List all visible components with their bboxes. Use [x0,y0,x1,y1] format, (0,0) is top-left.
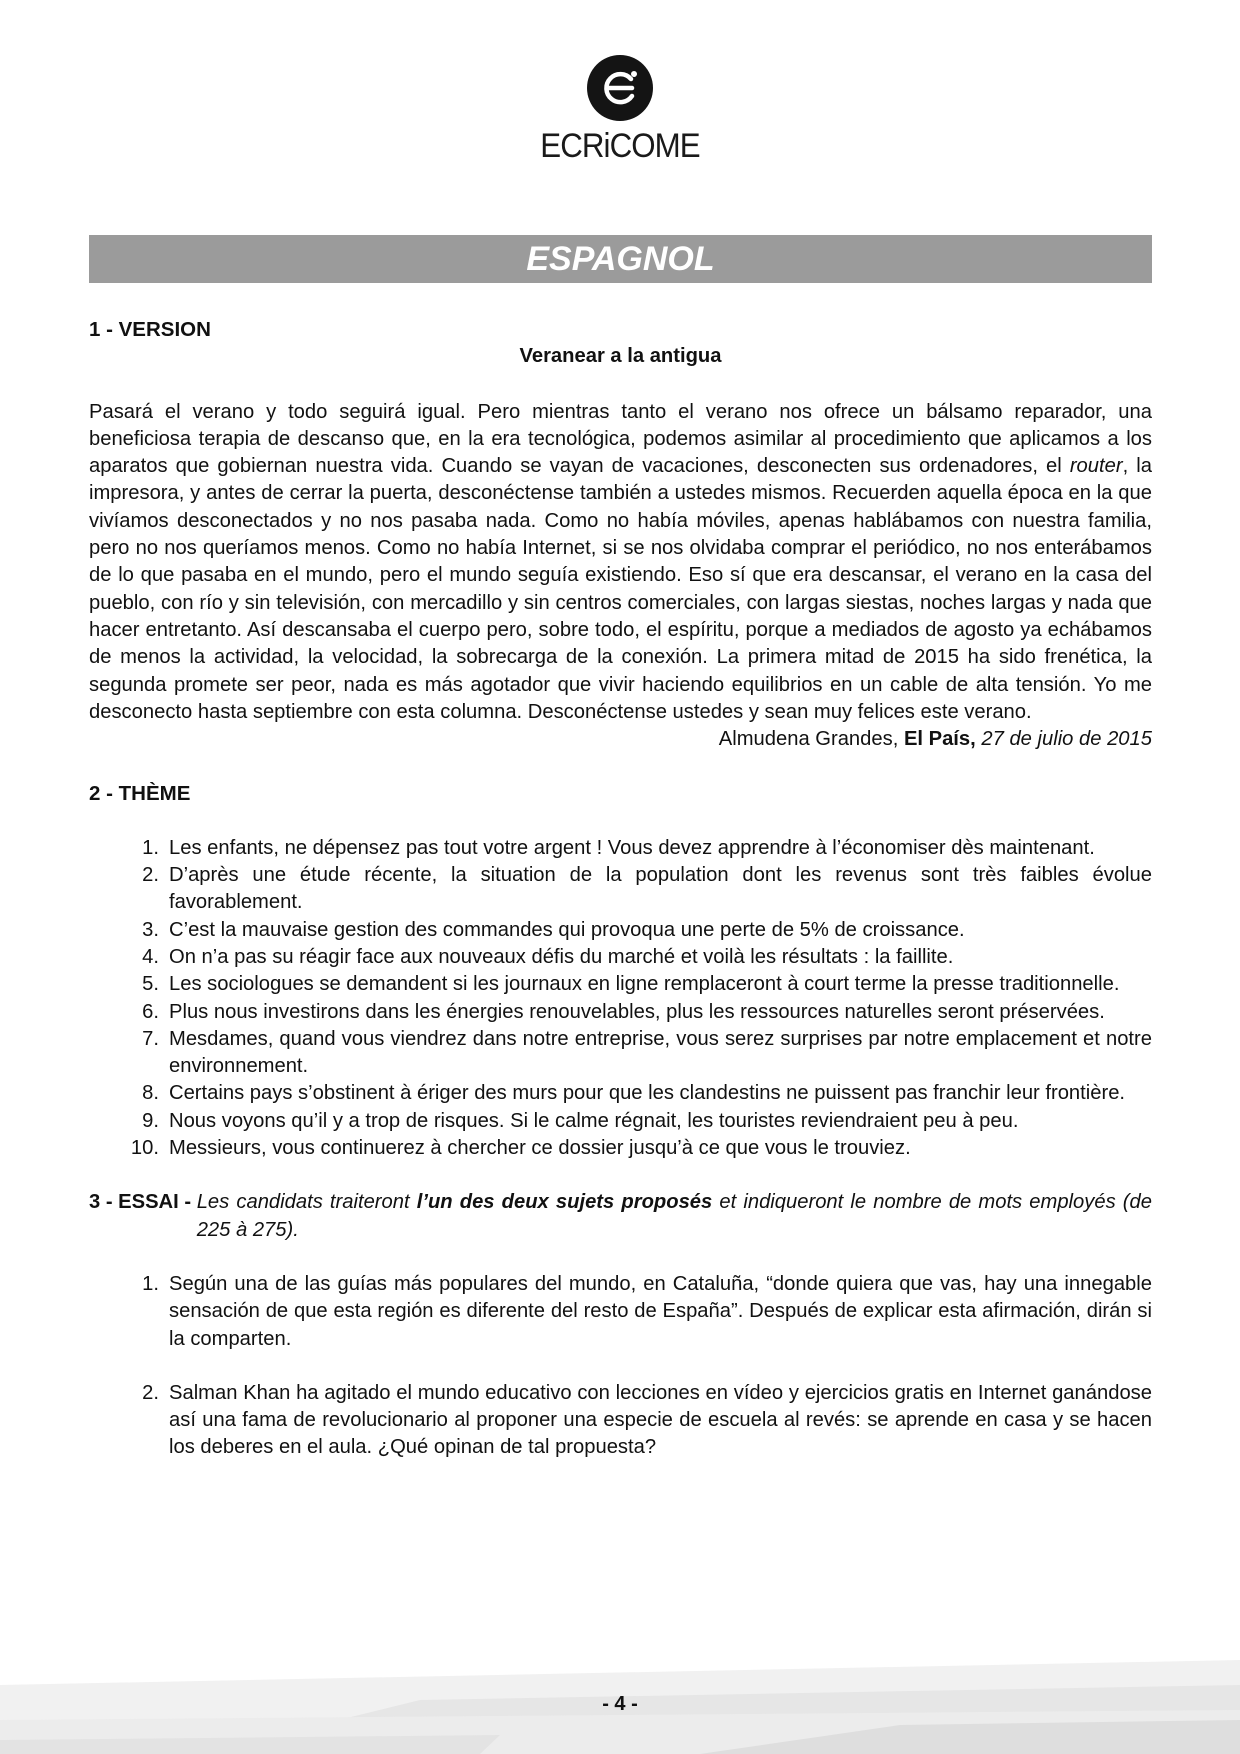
page-number: - 4 - [602,1693,638,1715]
theme-list [89,835,1152,1163]
list-item [89,862,1152,917]
ecricome-logo-text: ECRiCOME [540,127,700,165]
list-item-text: Messieurs, vous continuerez à chercher ce dossier jusqu’à ce que vous le trouviez. [169,1137,911,1160]
e-letter-icon [594,62,646,114]
list-item-number: 2. [142,1381,159,1404]
list-item [89,999,1152,1026]
version-attribution [89,726,1152,753]
list-item [89,835,1152,862]
essai-instructions-part-2: et indiqueront le nombre de mots employés (de 225 à 275). [196,1191,1152,1241]
list-item-text: Nous voyons qu’il y a trop de risques. Si le calme régnait, les touristes reviendraient peu à peu. [169,1109,1019,1132]
list-item-number: 4. [142,945,159,968]
list-item-number: 8. [142,1082,159,1105]
list-item-text: C’est la mauvaise gestion des commandes qui provoqua une perte de 5% de croissance. [169,918,965,941]
list-item-text: Les sociologues se demandent si les journaux en ligne remplaceront à court terme la presse traditionnelle. [169,973,1120,996]
list-item [89,944,1152,971]
list-item-number: 3. [142,918,159,941]
essai-instructions-part-1: Les candidats traiteront [196,1191,417,1214]
attribution-source: El País, [903,728,976,751]
subject-title: ESPAGNOL [526,240,715,278]
version-text-italic: router [1069,455,1123,478]
essai-label: 3 - ESSAI - [89,1191,197,1214]
list-item-number: 2. [142,864,159,887]
essai-heading [89,1189,1152,1244]
list-item [89,1135,1152,1162]
list-item-number: 5. [142,973,159,996]
list-item-text: Mesdames, quand vous viendrez dans notre entreprise, vous serez surprises par notre emplacement et notre environnement. [169,1027,1152,1078]
attribution-date: 27 de julio de 2015 [975,728,1152,751]
list-item-text: Les enfants, ne dépensez pas tout votre argent ! Vous devez apprendre à l’économiser dès maintenant. [169,836,1095,859]
subject-banner [89,235,1152,283]
list-item [89,1380,1152,1462]
list-item [89,917,1152,944]
list-item-text: On n’a pas su réagir face aux nouveaux défis du marché et voilà les résultats : la faillite. [169,945,954,968]
version-heading: 1 - VERSION [89,318,211,341]
list-item [89,1080,1152,1107]
list-item-text: D’après une étude récente, la situation de la population dont les revenus sont très faibles évolue favorablement. [169,864,1152,914]
list-item-text: Salman Khan ha agitado el mundo educativo con lecciones en vídeo y ejercicios gratis en Internet ganándose así una fama de revolucionario al proponer una especie de escuela al revés: se aprende en casa y se hacen los deberes en el aula. ¿Qué opinan de tal propuesta? [169,1381,1152,1459]
version-text-part-2: , la impresora, y antes de cerrar la puerta, desconéctense también a ustedes mismos. Recuerden aquella época en la que vivíamos desconectados y no nos pasaba nada. Como no había móviles, apenas hablábamos con nuestra familia, pero no nos queríamos menos. Como no había Internet, si se nos olvidaba comprar el periódico, no nos enterábamos de lo que pasaba en el mundo, pero el mundo seguía existiendo. Eso sí que era descansar, el verano en la casa del pueblo, con río y sin televisión, con mercadillo y sin centros comerciales, con largas siestas, noches largas y nada que hacer entretanto. Así descansaba el cuerpo pero, sobre todo, el espíritu, porque a mediados de agosto ya echábamos de menos la actividad, la velocidad, la sobrecarga de la conexión. La primera mitad de 2015 ha sido frenética, la segunda promete ser peor, nada es más agotador que vivir haciendo equilibrios en un cable de alta tensión. Yo me desconecto hasta septiembre con esta columna. Desconéctense ustedes y sean muy felices este verano. [89,455,1152,723]
essai-instructions [197,1189,1152,1244]
list-item-number: 10. [130,1137,159,1160]
attribution-author: Almudena Grandes, [718,728,904,751]
theme-heading: 2 - THÈME [89,782,191,806]
version-title: Veranear a la antigua [519,345,722,368]
list-item [89,971,1152,998]
list-item-number: 7. [142,1027,159,1050]
list-item-number: 9. [142,1109,159,1132]
list-item-text: Certains pays s’obstinent à ériger des murs pour que les clandestins ne puissent pas franchir leur frontière. [169,1082,1126,1105]
essai-list [89,1271,1152,1462]
list-item-number: 6. [142,1000,159,1023]
version-paragraph [89,399,1152,727]
exam-content [89,316,1152,1489]
ecricome-logo [0,55,1240,166]
ecricome-logo-mark [587,55,653,121]
list-item-text: Según una de las guías más populares del mundo, en Cataluña, “donde quiera que vas, hay una innegable sensación de que esta región es diferente del resto de España”. Después de explicar esta afirmación, dirán si la comparten. [169,1272,1152,1350]
list-item [89,1108,1152,1135]
essai-instructions-bold: l’un des deux sujets proposés [416,1191,713,1214]
list-item [89,1026,1152,1081]
list-item-text: Plus nous investirons dans les énergies renouvelables, plus les ressources naturelles seront préservées. [169,1000,1105,1023]
list-item-number: 1. [142,1272,159,1295]
list-item [89,1271,1152,1353]
version-text-part-1: Pasará el verano y todo seguirá igual. Pero mientras tanto el verano nos ofrece un bálsamo reparador, una beneficiosa terapia de descanso que, en la era tecnológica, podemos asimilar al procedimiento que aplicamos a los aparatos que gobiernan nuestra vida. Cuando se vayan de vacaciones, desconecten sus ordenadores, el [89,400,1152,478]
list-item-number: 1. [142,836,159,859]
